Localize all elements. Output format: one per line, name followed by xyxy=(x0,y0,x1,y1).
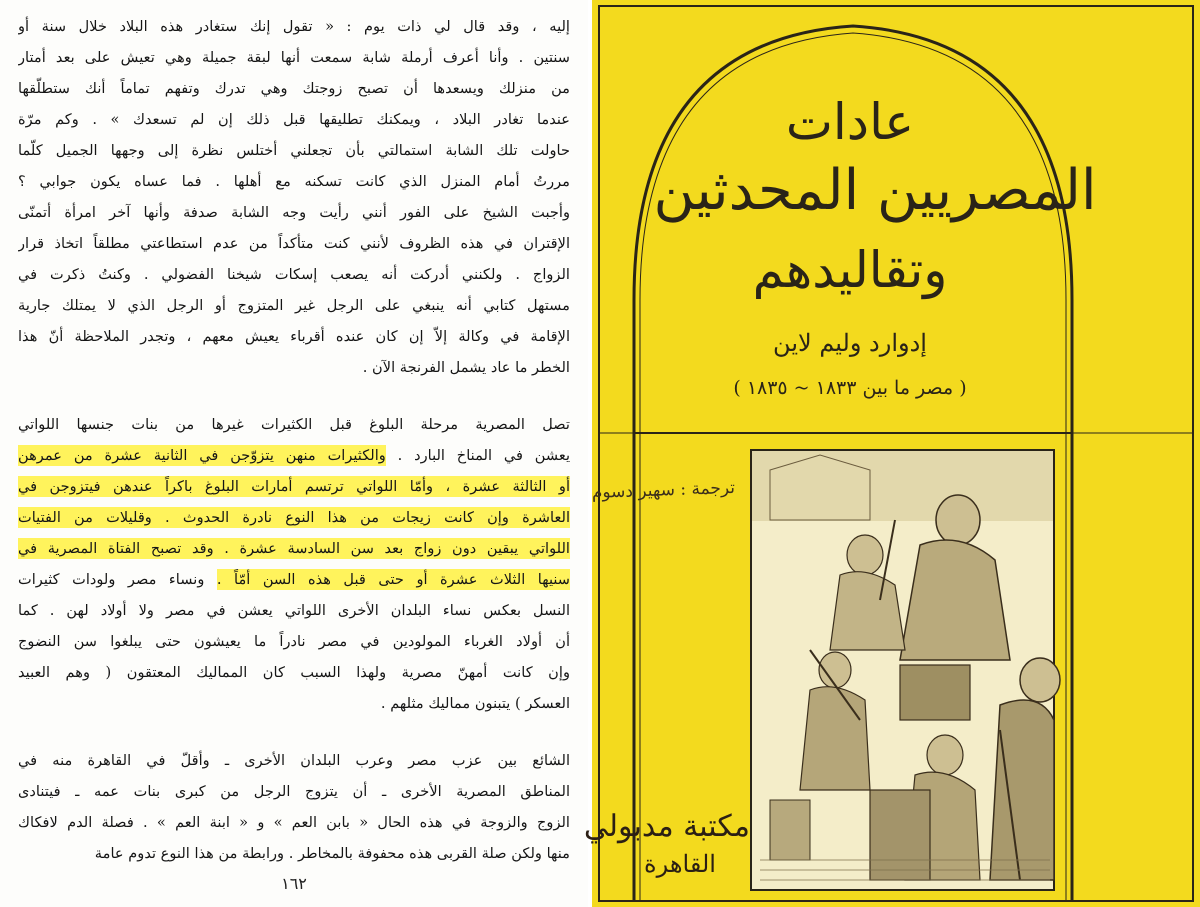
line-text: إليه ، وقد قال لي ذات يوم : « تقول إنك ستغادر هذه البلاد خلال سنة أو xyxy=(18,18,570,35)
line-text: مررتُ أمام المنزل الذي كانت تسكنه مع أهلها . فما عساه يكون جوابي ؟ xyxy=(18,173,570,190)
line-text: حاولت تلك الشابة استمالتي بأن تجعلني أختلس نظرة إلى وجهها الجميل كلّما xyxy=(18,142,570,159)
line-text: وإن كانت أمهنّ مصرية ولهذا السبب كان المماليك المعتقون ( وهم العبيد xyxy=(18,664,570,681)
highlighted-text: سنيها الثلاث عشرة أو حتى قبل هذه السن أمّاً . xyxy=(216,571,570,588)
line-text: أن أولاد الغرباء المولودين في مصر نادراً ما يعيشون حتى يبلغوا سن النضوج xyxy=(18,633,570,650)
line-text: منها ولكن صلة القربى هذه محفوفة بالمخاطر . ورابطة من هذا النوع تدوم عامة xyxy=(94,845,570,862)
cover-translator: ترجمة : سهير دسوم xyxy=(591,477,736,503)
page-number: ١٦٢ xyxy=(281,874,307,893)
line-text: سنتين . وأنا أعرف أرملة شابة سمعت أنها لبقة جميلة وهي تعيش على بعد أمتار xyxy=(18,49,570,66)
highlighted-text: العاشرة وإن كانت زيجات من هذا النوع نادرة الحدوث . وقليلات من الفتيات xyxy=(18,509,570,526)
line-text: العسكر ) يتبنون مماليك مثلهم . xyxy=(380,695,570,712)
line-text: ونساء مصر ولودات كثيرات xyxy=(18,571,205,588)
line-text: من منزلك ويسعدها أن تصبح زوجتك وهي تدرك وتفهم تماماً أنك ستطلّقها xyxy=(18,80,570,97)
engraving-illustration xyxy=(751,450,1060,890)
line-text: الشائع بين عزب مصر وعرب البلدان الأخرى ـ وأقلّ في القاهرة منه في xyxy=(18,752,570,769)
highlighted-text: اللواتي يبقين دون زواج بعد سن السادسة عشرة . وقد تصبح الفتاة المصرية في xyxy=(18,540,570,557)
line-text: المناطق المصرية الأخرى ـ أن يتزوج الرجل من كبرى بنات عمه ـ فيتنادى xyxy=(18,783,570,800)
line-text: عندما تغادر البلاد ، ويمكنك تطليقها قبل ذلك إن لم تسعدك » . وكم مرّة xyxy=(18,111,570,128)
line-text: الإقامة في وكالة إلاّ إن كان عنده أقرباء يعيش معهم ، وتجدر الملاحظة أنّ هذا xyxy=(18,328,570,345)
line-text: النسل بعكس نساء البلدان الأخرى اللواتي يعشن في مصر ولا أولاد لهن . كما xyxy=(18,602,570,619)
highlighted-text: والكثيرات منهن يتزوّجن في الثانية عشرة من عمرهن xyxy=(18,447,386,464)
line-text: وأجبت الشيخ على الفور أنني رأيت وجه الشابة صدفة وأنها آخر امرأة أتمنّى xyxy=(18,204,570,221)
cover-author: إدوارد وليم لاين xyxy=(773,329,927,357)
cover-title-line-3: وتقاليدهم xyxy=(752,241,948,299)
cover-dates: ( مصر ما بين ١٨٣٣ ~ ١٨٣٥ ) xyxy=(733,377,967,399)
highlighted-text: أو الثالثة عشرة ، وأمّا اللواتي ترتسم أمارات البلوغ باكراً عندهن فيتزوجن في xyxy=(18,478,570,495)
line-text: تصل المصرية مرحلة البلوغ قبل الكثيرات غيرها من بنات جنسها اللواتي xyxy=(18,416,570,433)
line-text: الإقتران في هذه الظروف لأنني كنت متأكداً من عدم استطاعتي مطلقاً اتخاذ قرار xyxy=(18,235,570,252)
cover-title-line-2: المصريين المحدثين xyxy=(653,158,1097,223)
line-text: الزوج والزوجة في هذه الحال « بابن العم » و « ابنة العم » . فصلة الدم لافكاك xyxy=(18,814,570,831)
cover-title-line-1: عادات xyxy=(785,93,915,151)
cover-publisher-city: القاهرة xyxy=(644,850,716,878)
line-text: يعشن في المناخ البارد . xyxy=(397,447,570,464)
line-text: الخطر ما عاد يشمل الفرنجة الآن . xyxy=(362,359,570,376)
line-text: مستهل كتابي أنه ينبغي على الرجل غير المتزوج أو الرجل الذي لا يمتلك جارية xyxy=(18,297,570,314)
line-text: الزواج . ولكنني أدركت أنه يصعب إسكات شيخنا الفضولي . وكنتُ ذكرت في xyxy=(18,266,570,283)
cover-publisher: مكتبة مدبولي xyxy=(583,809,750,844)
